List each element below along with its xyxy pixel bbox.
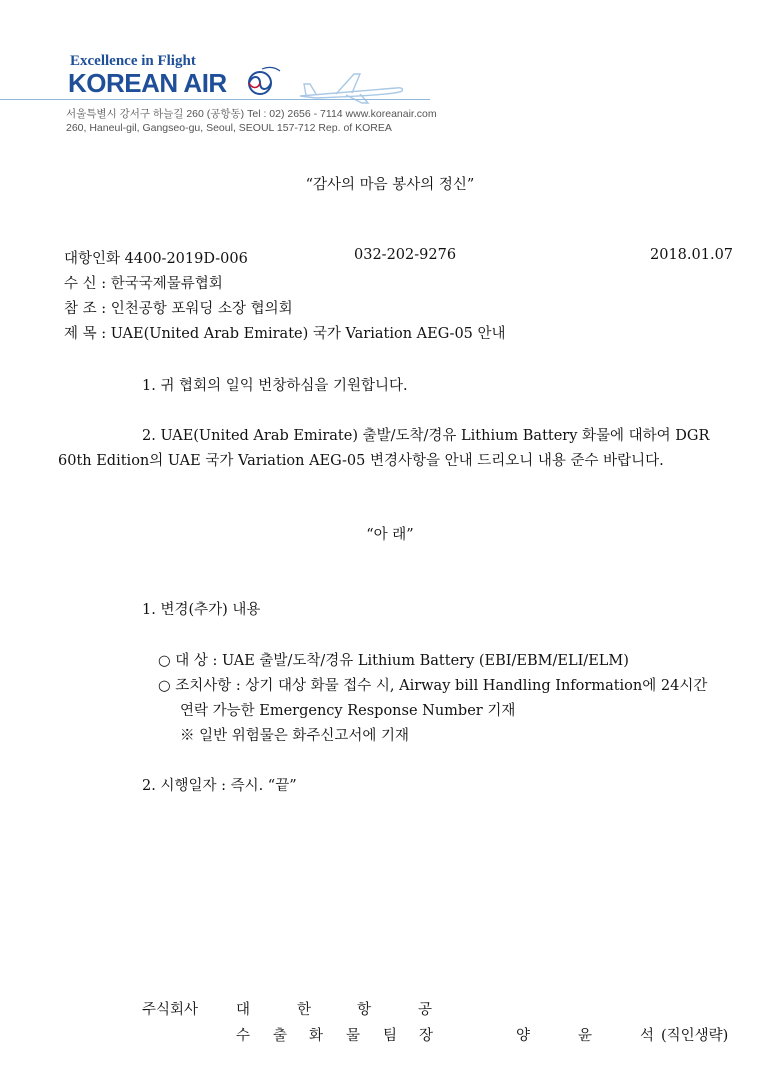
subject-value: UAE(United Arab Emirate) 국가 Variation AEG-05 안내 <box>110 326 506 342</box>
reference-label: 참 조 : <box>64 301 107 317</box>
motto: “감사의 마음 봉사의 정신” <box>305 177 475 193</box>
phone-number: 032-202-9276 <box>354 247 457 263</box>
seal-omitted-note: (직인생략) <box>661 1028 729 1044</box>
company-char-2: 한 <box>297 1002 312 1018</box>
letterhead-rule <box>0 99 430 100</box>
subject-row <box>64 322 506 343</box>
team-char-2: 출 <box>273 1028 288 1044</box>
team-char-1: 수 <box>236 1028 251 1044</box>
reference-row <box>64 297 293 318</box>
company-prefix: 주식회사 <box>142 1002 199 1018</box>
body-paragraph-2-line-1: 2. UAE(United Arab Emirate) 출발/도착/경유 Lithium Battery 화물에 대하여 DGR <box>142 428 710 444</box>
company-char-3: 항 <box>357 1002 372 1018</box>
name-char-3: 석 <box>640 1028 655 1044</box>
korean-air-logo: KOREAN AIR <box>68 68 227 98</box>
company-char-1: 대 <box>236 1002 251 1018</box>
name-char-1: 양 <box>516 1028 531 1044</box>
body-paragraph-1: 1. 귀 협회의 일익 번창하심을 기원합니다. <box>142 378 408 394</box>
recipient-row <box>64 272 223 293</box>
action-line-2: 연락 가능한 Emergency Response Number 기재 <box>180 703 516 719</box>
document-date: 2018.01.07 <box>650 247 734 263</box>
target-line: ○ 대 상 : UAE 출발/도착/경유 Lithium Battery (EBI/EBM/ELI/ELM) <box>158 653 629 669</box>
recipient-value: 한국국제물류협회 <box>110 276 223 292</box>
item-1-title: 1. 변경(추가) 내용 <box>142 602 261 618</box>
logo-tagline: Excellence in Flight <box>70 53 196 69</box>
address-english: 260, Haneul-gil, Gangseo-gu, Seoul, SEOUL 157-712 Rep. of KOREA <box>66 122 392 134</box>
taeguk-emblem-icon <box>240 63 284 97</box>
address-korean: 서울특별시 강서구 하늘길 260 (공항동) Tel : 02) 2656 - 7114 www.koreanair.com <box>66 108 437 120</box>
team-char-4: 물 <box>346 1028 361 1044</box>
reference-value: 인천공항 포워딩 소장 협의회 <box>110 301 293 317</box>
recipient-label: 수 신 : <box>64 276 107 292</box>
company-char-4: 공 <box>418 1002 433 1018</box>
note-line: ※ 일반 위험물은 화주신고서에 기재 <box>180 728 410 744</box>
document-number: 대항인화 4400-2019D-006 <box>64 251 248 267</box>
body-paragraph-2-line-2: 60th Edition의 UAE 국가 Variation AEG-05 변경사항을 안내 드리오니 내용 준수 바랍니다. <box>58 453 664 469</box>
name-char-2: 윤 <box>578 1028 593 1044</box>
action-line-1: ○ 조치사항 : 상기 대상 화물 접수 시, Airway bill Handling Information에 24시간 <box>158 678 708 694</box>
subject-label: 제 목 : <box>64 326 107 342</box>
team-char-6: 장 <box>419 1028 434 1044</box>
team-char-3: 화 <box>309 1028 324 1044</box>
team-char-5: 팀 <box>383 1028 398 1044</box>
item-2-effective-date: 2. 시행일자 : 즉시. “끝” <box>142 778 297 794</box>
notice-heading: “아 래” <box>366 527 414 543</box>
